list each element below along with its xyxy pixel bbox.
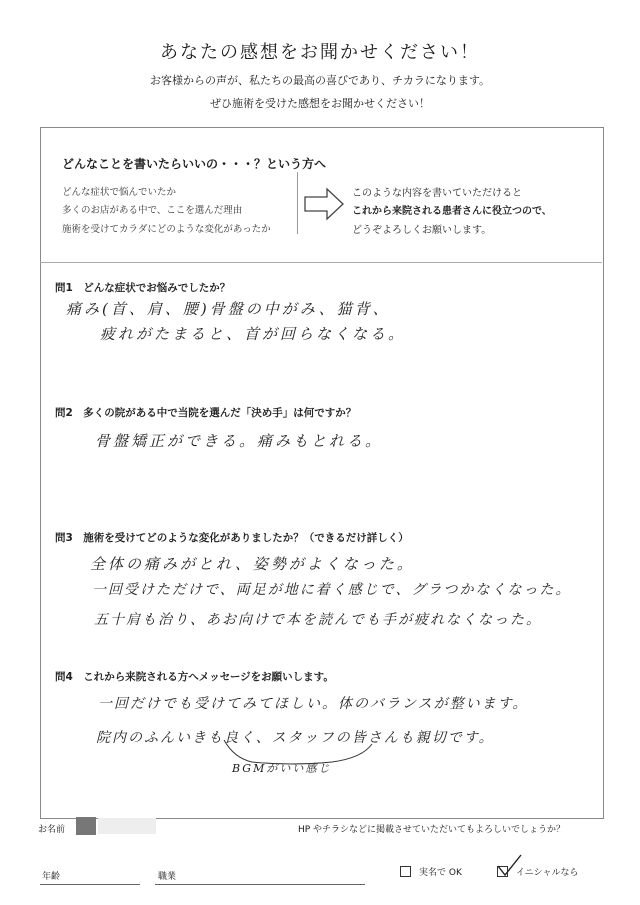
question-1-label: 問1 どんな症状でお悩みでしたか？: [55, 282, 231, 294]
guide-left-1: どんな症状で悩んでいたか: [62, 187, 177, 198]
answer-2-line-1: 骨盤矯正ができる。痛みもとれる。: [95, 432, 384, 450]
age-label: 年齢: [42, 872, 61, 882]
page-title: あなたの感想をお聞かせください！: [160, 42, 480, 63]
guide-right-3: どうぞよろしくお願いします。: [352, 225, 492, 236]
question-3-label: 問3 施術を受けてどのような変化がありましたか？（できるだけ詳しく）: [55, 532, 409, 544]
answer-4-note: BGMがいい感じ: [232, 762, 332, 775]
job-field[interactable]: [155, 884, 365, 885]
right-arrow-icon: [303, 186, 345, 222]
job-label: 職業: [158, 872, 177, 882]
name-field: [98, 818, 156, 834]
realname-option-label: 実名で OK: [419, 868, 462, 878]
subtitle-2: ぜひ施術を受けた感想をお聞かせください！: [210, 97, 430, 110]
divider: [40, 262, 602, 263]
question-2-label: 問2 多くの院がある中で当院を選んだ「決め手」は何ですか？: [55, 407, 357, 419]
answer-1-line-2: 疲れがたまると、首が回らなくなる。: [100, 325, 407, 343]
answer-3-line-2: 一回受けただけで、両足が地に着く感じで、グラつかなくなった。: [92, 582, 572, 598]
answer-4-line-1: 一回だけでも受けてみてほしい。体のバランスが整います。: [98, 696, 529, 712]
name-label: お名前: [38, 825, 66, 835]
name-redaction: [76, 817, 96, 835]
age-field[interactable]: [40, 884, 140, 885]
answer-1-line-1: 痛み(首、肩、腰)骨盤の中がみ、猫背、: [66, 300, 391, 318]
guide-divider: [297, 172, 298, 234]
initials-option-label: イニシャルなら: [516, 868, 579, 878]
answer-3-line-1: 全体の痛みがとれ、姿勢がよくなった。: [90, 555, 415, 573]
answer-3-line-3: 五十肩も治り、あお向けで本を読んでも手が疲れなくなった。: [94, 612, 542, 628]
guide-right-2: これから来院される患者さんに役立つので、: [352, 206, 552, 217]
guide-left-2: 多くのお店がある中で、ここを選んだ理由: [62, 205, 243, 216]
guide-left-3: 施術を受けてカラダにどのような変化があったか: [62, 224, 271, 235]
question-4-label: 問4 これから来院される方へメッセージをお願いします。: [55, 671, 334, 683]
answer-4-line-2: 院内のふんいきも良く、スタッフの皆さんも親切です。: [96, 730, 495, 746]
subtitle-1: お客様からの声が、私たちの最高の喜びであり、チカラになります。: [150, 74, 490, 87]
guide-heading: どんなことを書いたらいいの・・・？という方へ: [62, 157, 327, 171]
guide-right-1: このような内容を書いていただけると: [352, 188, 522, 199]
publish-question: HP やチラシなどに掲載させていただいてもよろしいでしょうか？: [298, 825, 566, 835]
realname-checkbox[interactable]: [400, 866, 411, 877]
